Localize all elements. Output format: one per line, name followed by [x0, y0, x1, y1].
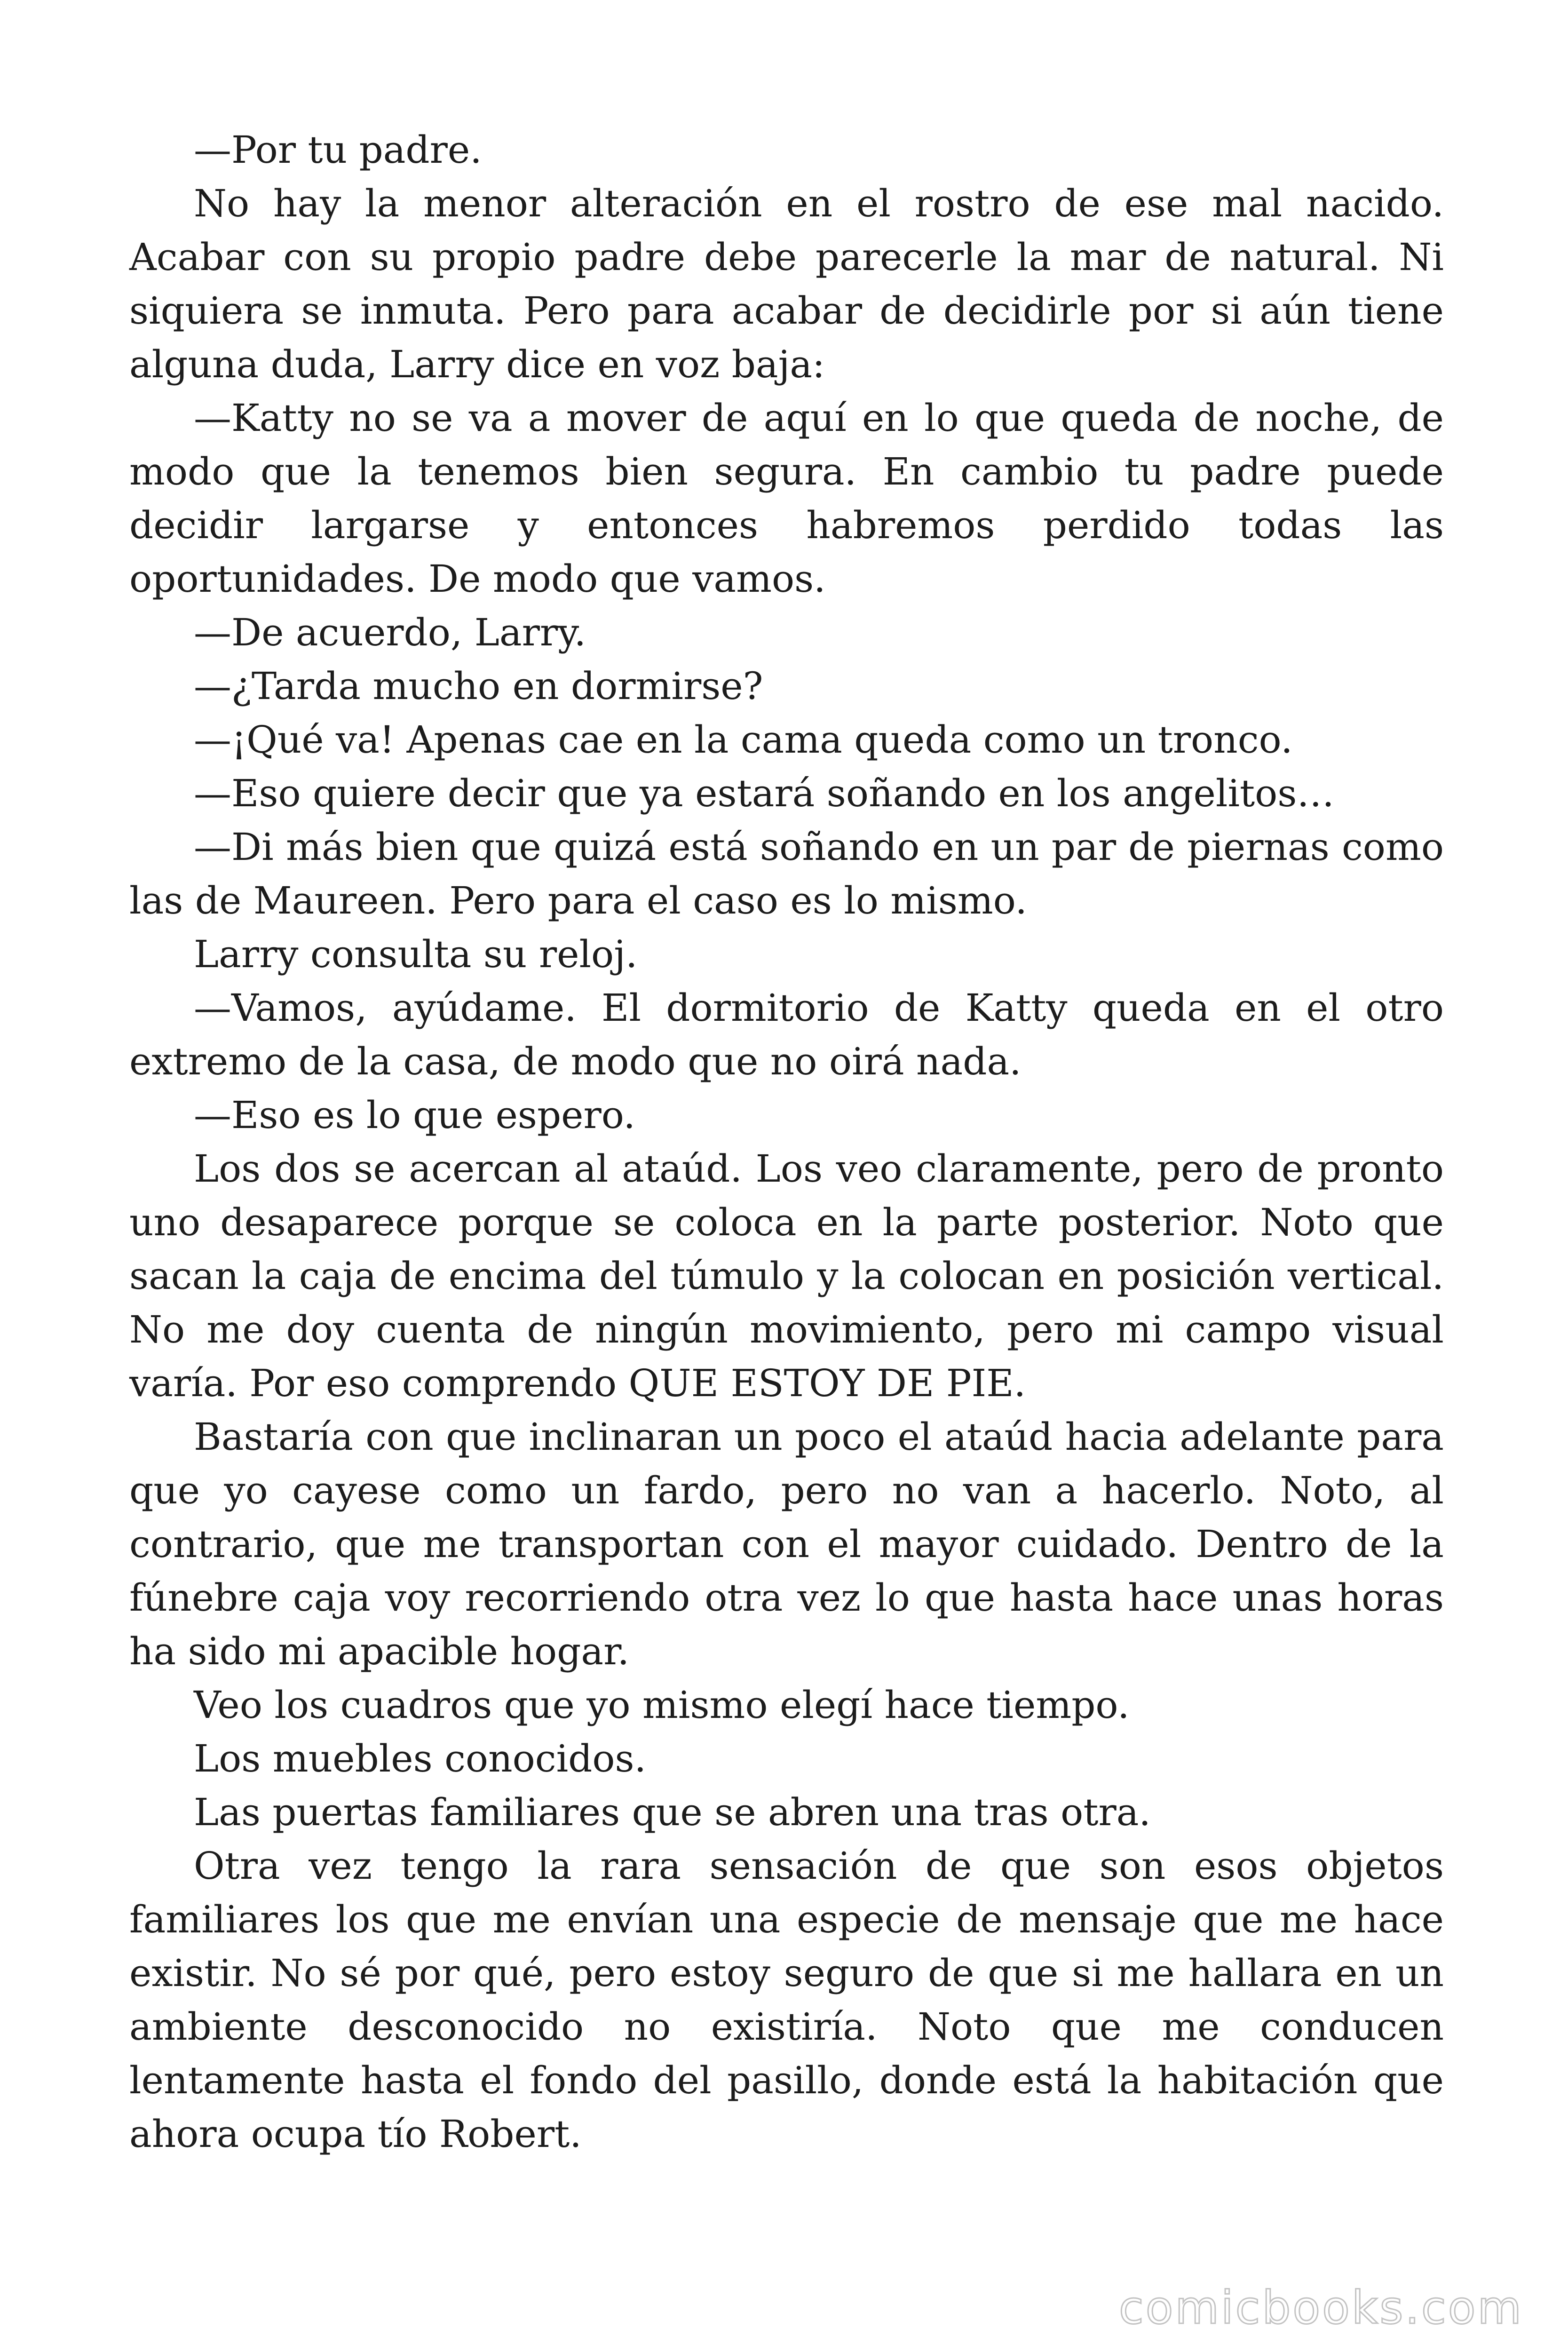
paragraph: Bastaría con que inclinaran un poco el ataúd hacia adelante para que yo cayese como un fardo, pero no van a hacerlo. Noto, al contrario, que me transportan con el mayor cuidado. Dentro de la fúnebre caja voy recorriendo otra vez lo que hasta hace unas horas ha sido mi apacible hogar.: [129, 1415, 1444, 1673]
paragraph: Los dos se acercan al ataúd. Los veo claramente, pero de pronto uno desaparece porque se coloca en la parte posterior. Noto que sacan la caja de encima del túmulo y la colocan en posición vertical. No me doy cuenta de ningún movimiento, pero mi campo visual varía. Por eso comprendo QUE ESTOY DE PIE.: [129, 1147, 1444, 1405]
paragraph: Las puertas familiares que se abren una tras otra.: [194, 1790, 1151, 1834]
paragraph: Veo los cuadros que yo mismo elegí hace tiempo.: [194, 1683, 1130, 1727]
paragraph: —Eso es lo que espero.: [194, 1093, 635, 1137]
paragraph: —Di más bien que quizá está soñando en un par de piernas como las de Maureen. Pero para el caso es lo mismo.: [129, 825, 1444, 922]
paragraph: —Katty no se va a mover de aquí en lo que queda de noche, de modo que la tenemos bien segura. En cambio tu padre puede decidir largarse y entonces habremos perdido todas las oportunidades. De modo que vamos.: [129, 396, 1444, 601]
paragraph: —¿Tarda mucho en dormirse?: [194, 664, 763, 708]
paragraph: No hay la menor alteración en el rostro de ese mal nacido. Acabar con su propio padre debe parecerle la mar de natural. Ni siquiera se inmuta. Pero para acabar de decidirle por si aún tiene alguna duda, Larry dice en voz baja:: [129, 182, 1444, 386]
paragraph: —Por tu padre.: [194, 128, 482, 172]
paragraph: —¡Qué va! Apenas cae en la cama queda como un tronco.: [194, 718, 1293, 762]
page-body: [129, 123, 1444, 2161]
paragraph: —Vamos, ayúdame. El dormitorio de Katty queda en el otro extremo de la casa, de modo que no oirá nada.: [129, 986, 1444, 1083]
paragraph: —Eso quiere decir que ya estará soñando en los angelitos…: [194, 771, 1335, 815]
paragraph: Otra vez tengo la rara sensación de que son esos objetos familiares los que me envían una especie de mensaje que me hace existir. No sé por qué, pero estoy seguro de que si me hallara en un ambiente desconocido no existiría. Noto que me conducen lentamente hasta el fondo del pasillo, donde está la habitación que ahora ocupa tío Robert.: [129, 1844, 1444, 2156]
paragraph: —De acuerdo, Larry.: [194, 611, 586, 654]
paragraph: Larry consulta su reloj.: [194, 932, 638, 976]
paragraph: Los muebles conocidos.: [194, 1737, 647, 1780]
watermark: comicbooks.com: [1118, 2281, 1523, 2334]
